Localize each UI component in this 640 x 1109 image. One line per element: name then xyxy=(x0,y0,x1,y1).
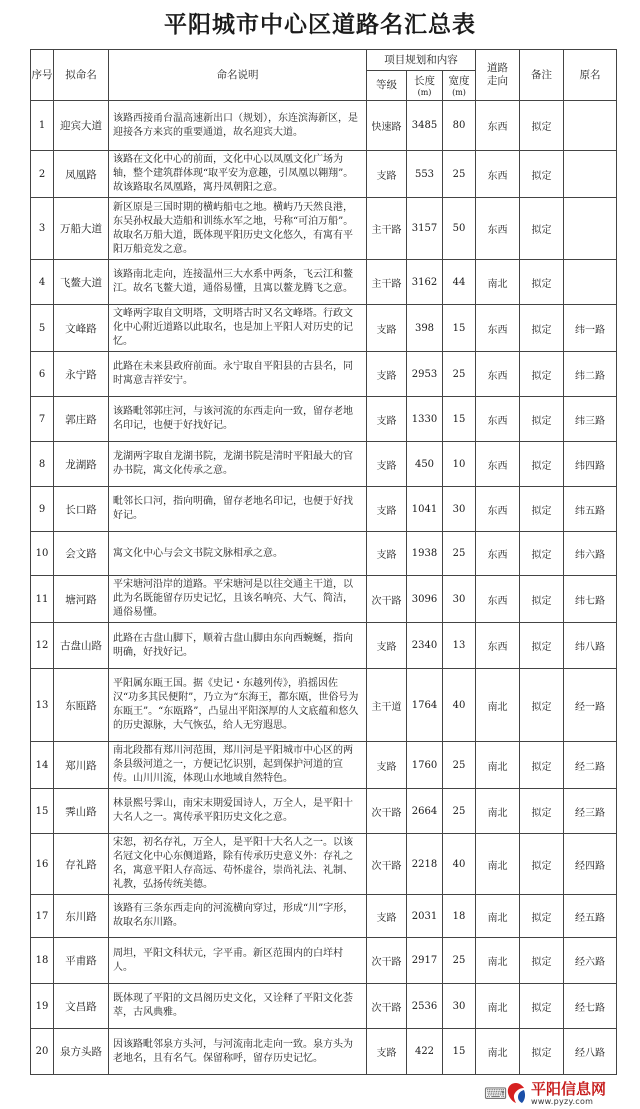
cell-proposed-name: 平甫路 xyxy=(54,938,109,984)
cell-description: 毗邻长口河，指向明确，留存老地名印记，也便于好找好记。 xyxy=(109,487,367,532)
cell-description: 该路西接甬台温高速新出口（规划），东连滨海新区，是迎接各方来宾的重要通道，故名迎宾大道。 xyxy=(109,101,367,151)
cell-direction: 东西 xyxy=(476,151,520,198)
cell-direction: 东西 xyxy=(476,576,520,623)
cell-original-name: 经六路 xyxy=(564,938,617,984)
header-width-unit: (m) xyxy=(452,87,466,97)
cell-length: 398 xyxy=(407,305,443,352)
cell-index: 5 xyxy=(31,305,54,352)
cell-description: 该路在文化中心的前面，文化中心以凤凰文化广场为轴，整个建筑群体现“取平安为意趣，引凤凰以翱翔”。故该路取名凤凰路，寓丹凤朝阳之意。 xyxy=(109,151,367,198)
cell-length: 2340 xyxy=(407,623,443,669)
cell-original-name xyxy=(564,101,617,151)
cell-description: 寓文化中心与会文书院文脉相承之意。 xyxy=(109,532,367,576)
cell-grade: 次干路 xyxy=(367,984,407,1029)
table-row xyxy=(31,305,617,352)
cell-grade: 支路 xyxy=(367,487,407,532)
cell-remark: 拟定 xyxy=(520,984,564,1029)
cell-proposed-name: 长口路 xyxy=(54,487,109,532)
cell-remark: 拟定 xyxy=(520,895,564,938)
cell-original-name: 纬八路 xyxy=(564,623,617,669)
cell-proposed-name: 东瓯路 xyxy=(54,669,109,742)
header-length-unit: (m) xyxy=(417,87,432,97)
cell-original-name xyxy=(564,260,617,305)
header-width-cell xyxy=(443,71,476,101)
cell-description: 此路在未来县政府前面。永宁取自平阳县的古县名，同时寓意吉祥安宁。 xyxy=(109,352,367,397)
cell-description: 南北段都有郑川河范围，郑川河是平阳城市中心区的两条县级河道之一，方便记忆识别，起到保护河道的宣传。山川川流，体现山水地域自然特色。 xyxy=(109,742,367,789)
cell-length: 422 xyxy=(407,1029,443,1075)
cell-grade: 次干路 xyxy=(367,938,407,984)
cell-length: 2664 xyxy=(407,789,443,834)
cell-direction: 南北 xyxy=(476,742,520,789)
cell-grade: 快速路 xyxy=(367,101,407,151)
cell-direction: 南北 xyxy=(476,789,520,834)
cell-proposed-name: 郑川路 xyxy=(54,742,109,789)
cell-remark: 拟定 xyxy=(520,742,564,789)
cell-remark: 拟定 xyxy=(520,789,564,834)
cell-index: 4 xyxy=(31,260,54,305)
header-original-name: 原名 xyxy=(564,50,617,101)
watermark xyxy=(484,1080,634,1106)
cell-description: 林景熙号霁山，南宋末期爱国诗人，万全人，是平阳十大名人之一。寓传承平阳历史文化之意。 xyxy=(109,789,367,834)
cell-proposed-name: 泉方头路 xyxy=(54,1029,109,1075)
cell-original-name: 经一路 xyxy=(564,669,617,742)
cell-original-name: 纬一路 xyxy=(564,305,617,352)
cell-length: 2953 xyxy=(407,352,443,397)
cell-index: 8 xyxy=(31,442,54,487)
header-length-cell xyxy=(407,71,443,101)
cell-index: 12 xyxy=(31,623,54,669)
cell-original-name: 纬六路 xyxy=(564,532,617,576)
cell-grade: 支路 xyxy=(367,895,407,938)
table-row xyxy=(31,101,617,151)
cell-grade: 支路 xyxy=(367,305,407,352)
cell-proposed-name: 迎宾大道 xyxy=(54,101,109,151)
cell-grade: 支路 xyxy=(367,397,407,442)
cell-length: 3096 xyxy=(407,576,443,623)
watermark-name: 平阳信息网 xyxy=(531,1079,607,1098)
road-name-table xyxy=(30,49,617,1075)
cell-remark: 拟定 xyxy=(520,198,564,260)
cell-original-name: 纬四路 xyxy=(564,442,617,487)
cell-length: 1330 xyxy=(407,397,443,442)
cell-width: 15 xyxy=(443,1029,476,1075)
cell-proposed-name: 塘河路 xyxy=(54,576,109,623)
cell-width: 30 xyxy=(443,576,476,623)
cell-remark: 拟定 xyxy=(520,352,564,397)
table-row xyxy=(31,352,617,397)
table-row xyxy=(31,260,617,305)
cell-description: 宋恕，初名存礼，万全人，是平阳十大名人之一。以该名冠文化中心东侧道路，除有传承历史意义外：存礼之名，寓意平阳人存高远、苟怀虚谷，崇尚礼法、礼制、礼教，弘扬传统美德。 xyxy=(109,834,367,895)
cell-index: 19 xyxy=(31,984,54,1029)
cell-remark: 拟定 xyxy=(520,101,564,151)
cell-width: 25 xyxy=(443,352,476,397)
cell-remark: 拟定 xyxy=(520,1029,564,1075)
header-index: 序号 xyxy=(31,50,54,101)
cell-length: 2917 xyxy=(407,938,443,984)
cell-width: 18 xyxy=(443,895,476,938)
table-row xyxy=(31,532,617,576)
header-width: 宽度 xyxy=(448,74,470,87)
cell-index: 6 xyxy=(31,352,54,397)
cell-length: 2031 xyxy=(407,895,443,938)
cell-direction: 南北 xyxy=(476,669,520,742)
cell-description: 平阳属东瓯王国。据《史记・东越列传》，驺摇因佐汉“功多其民便附”，乃立为“东海王，都东瓯，世俗号为东瓯王”。“东瓯路”，凸显出平阳深厚的人文底蕴和悠久的历史源脉，大气恢弘，给人无穷遐思。 xyxy=(109,669,367,742)
cell-direction: 东西 xyxy=(476,305,520,352)
cell-width: 13 xyxy=(443,623,476,669)
cell-length: 3485 xyxy=(407,101,443,151)
table-row xyxy=(31,984,617,1029)
cell-grade: 支路 xyxy=(367,352,407,397)
cell-description: 该路有三条东西走向的河流横向穿过，形成“川”字形，故取名东川路。 xyxy=(109,895,367,938)
cell-grade: 主干路 xyxy=(367,198,407,260)
cell-remark: 拟定 xyxy=(520,576,564,623)
cell-original-name: 经四路 xyxy=(564,834,617,895)
header-description: 命名说明 xyxy=(109,50,367,101)
table-row xyxy=(31,623,617,669)
cell-length: 3157 xyxy=(407,198,443,260)
cell-direction: 南北 xyxy=(476,834,520,895)
table-row xyxy=(31,789,617,834)
cell-width: 25 xyxy=(443,742,476,789)
cell-remark: 拟定 xyxy=(520,151,564,198)
cell-description: 龙湖两字取自龙湖书院，龙湖书院是清时平阳最大的官办书院，寓文化传承之意。 xyxy=(109,442,367,487)
cell-length: 1760 xyxy=(407,742,443,789)
cell-index: 7 xyxy=(31,397,54,442)
cell-proposed-name: 永宁路 xyxy=(54,352,109,397)
header-project-group: 项目规划和内容 xyxy=(367,50,476,71)
cell-width: 25 xyxy=(443,532,476,576)
cell-direction: 南北 xyxy=(476,984,520,1029)
cell-direction: 南北 xyxy=(476,260,520,305)
table-row xyxy=(31,576,617,623)
cell-width: 15 xyxy=(443,397,476,442)
header-proposed-name: 拟命名 xyxy=(54,50,109,101)
cell-grade: 支路 xyxy=(367,1029,407,1075)
cell-index: 13 xyxy=(31,669,54,742)
cell-remark: 拟定 xyxy=(520,623,564,669)
cell-width: 10 xyxy=(443,442,476,487)
cell-original-name: 纬七路 xyxy=(564,576,617,623)
cell-proposed-name: 存礼路 xyxy=(54,834,109,895)
cell-grade: 支路 xyxy=(367,151,407,198)
cell-description: 平宋塘河沿岸的道路。平宋塘河是以往交通主干道，以此为名既能留存历史记忆，且该名响亮、大气、简洁，通俗易懂。 xyxy=(109,576,367,623)
cell-length: 450 xyxy=(407,442,443,487)
table-row xyxy=(31,1029,617,1075)
cell-remark: 拟定 xyxy=(520,532,564,576)
cell-grade: 次干路 xyxy=(367,576,407,623)
cell-index: 9 xyxy=(31,487,54,532)
cell-width: 80 xyxy=(443,101,476,151)
cell-width: 40 xyxy=(443,834,476,895)
header-grade: 等级 xyxy=(367,71,407,101)
header-direction: 道路走向 xyxy=(476,50,520,101)
cell-proposed-name: 东川路 xyxy=(54,895,109,938)
cell-original-name: 经三路 xyxy=(564,789,617,834)
table-row xyxy=(31,487,617,532)
cell-proposed-name: 凤凰路 xyxy=(54,151,109,198)
cell-width: 30 xyxy=(443,487,476,532)
cell-grade: 支路 xyxy=(367,532,407,576)
table-row xyxy=(31,895,617,938)
cell-index: 20 xyxy=(31,1029,54,1075)
cell-original-name xyxy=(564,151,617,198)
header-row-1 xyxy=(31,50,617,71)
cell-index: 1 xyxy=(31,101,54,151)
cell-index: 11 xyxy=(31,576,54,623)
cell-remark: 拟定 xyxy=(520,938,564,984)
cell-grade: 次干路 xyxy=(367,789,407,834)
cell-remark: 拟定 xyxy=(520,442,564,487)
cell-index: 14 xyxy=(31,742,54,789)
table-row xyxy=(31,834,617,895)
cell-remark: 拟定 xyxy=(520,260,564,305)
cell-description: 因该路毗邻泉方头河，与河流南北走向一致。泉方头为老地名，且有名气。保留称呼，留存历史记忆。 xyxy=(109,1029,367,1075)
cell-proposed-name: 文峰路 xyxy=(54,305,109,352)
table-row xyxy=(31,151,617,198)
cell-remark: 拟定 xyxy=(520,834,564,895)
cell-proposed-name: 飞鳌大道 xyxy=(54,260,109,305)
cell-proposed-name: 郭庄路 xyxy=(54,397,109,442)
page-title: 平阳城市中心区道路名汇总表 xyxy=(164,12,476,38)
cell-proposed-name: 霁山路 xyxy=(54,789,109,834)
cell-width: 44 xyxy=(443,260,476,305)
cell-length: 553 xyxy=(407,151,443,198)
cell-grade: 支路 xyxy=(367,742,407,789)
cell-direction: 南北 xyxy=(476,895,520,938)
cell-grade: 支路 xyxy=(367,623,407,669)
cell-direction: 东西 xyxy=(476,352,520,397)
cell-width: 50 xyxy=(443,198,476,260)
cell-direction: 东西 xyxy=(476,397,520,442)
cell-width: 30 xyxy=(443,984,476,1029)
cell-original-name: 经七路 xyxy=(564,984,617,1029)
cell-length: 1938 xyxy=(407,532,443,576)
table-row xyxy=(31,442,617,487)
logo-icon xyxy=(504,1081,528,1105)
header-length: 长度 xyxy=(414,74,435,87)
cell-direction: 东西 xyxy=(476,623,520,669)
cell-length: 1764 xyxy=(407,669,443,742)
cell-direction: 东西 xyxy=(476,487,520,532)
cell-width: 40 xyxy=(443,669,476,742)
table-row xyxy=(31,669,617,742)
cell-proposed-name: 万船大道 xyxy=(54,198,109,260)
cell-index: 16 xyxy=(31,834,54,895)
cell-index: 2 xyxy=(31,151,54,198)
cell-original-name: 纬三路 xyxy=(564,397,617,442)
cell-width: 25 xyxy=(443,938,476,984)
watermark-url: www.pyzy.com xyxy=(531,1096,594,1106)
cell-grade: 主干路 xyxy=(367,260,407,305)
cell-description: 既体现了平阳的文昌阁历史文化，又诠释了平阳文化荟萃，古风典雅。 xyxy=(109,984,367,1029)
table-row xyxy=(31,198,617,260)
header-remark: 备注 xyxy=(520,50,564,101)
cell-original-name: 经二路 xyxy=(564,742,617,789)
table-body xyxy=(31,101,617,1075)
cell-direction: 东西 xyxy=(476,101,520,151)
cell-grade: 支路 xyxy=(367,442,407,487)
cell-remark: 拟定 xyxy=(520,305,564,352)
cell-grade: 次干路 xyxy=(367,834,407,895)
cell-proposed-name: 古盘山路 xyxy=(54,623,109,669)
table-row xyxy=(31,397,617,442)
cell-grade: 主干道 xyxy=(367,669,407,742)
cell-description: 周坦，平阳文科状元，字平甫。新区范围内的白垟村人。 xyxy=(109,938,367,984)
cell-description: 此路在古盘山脚下，顺着古盘山脚由东向西蜿蜒，指向明确，好找好记。 xyxy=(109,623,367,669)
cell-width: 15 xyxy=(443,305,476,352)
cell-width: 25 xyxy=(443,789,476,834)
wechat-icon: ⌨ xyxy=(484,1083,508,1103)
cell-direction: 南北 xyxy=(476,1029,520,1075)
cell-original-name xyxy=(564,198,617,260)
cell-direction: 东西 xyxy=(476,442,520,487)
cell-original-name: 经八路 xyxy=(564,1029,617,1075)
cell-direction: 南北 xyxy=(476,938,520,984)
cell-description: 该路毗邻郭庄河，与该河流的东西走向一致，留存老地名印记，也便于好找好记。 xyxy=(109,397,367,442)
cell-description: 新区原是三国时期的横屿船屯之地。横屿乃天然良港，东吴孙权最大造船和训练水军之地，号称“可泊万船”。故取名万船大道，既体现平阳历史文化悠久，有寓有平阳万船竞发之意。 xyxy=(109,198,367,260)
cell-width: 25 xyxy=(443,151,476,198)
cell-length: 2536 xyxy=(407,984,443,1029)
cell-original-name: 纬五路 xyxy=(564,487,617,532)
cell-original-name: 经五路 xyxy=(564,895,617,938)
table-row xyxy=(31,938,617,984)
cell-index: 17 xyxy=(31,895,54,938)
cell-length: 2218 xyxy=(407,834,443,895)
cell-remark: 拟定 xyxy=(520,487,564,532)
cell-description: 文峰两字取自文明塔，文明塔古时又名文峰塔。行政文化中心附近道路以此取名，也是加上平阳人对历史的记忆。 xyxy=(109,305,367,352)
cell-proposed-name: 文昌路 xyxy=(54,984,109,1029)
cell-proposed-name: 会文路 xyxy=(54,532,109,576)
cell-original-name: 纬二路 xyxy=(564,352,617,397)
cell-index: 3 xyxy=(31,198,54,260)
cell-length: 3162 xyxy=(407,260,443,305)
cell-index: 10 xyxy=(31,532,54,576)
cell-index: 15 xyxy=(31,789,54,834)
cell-remark: 拟定 xyxy=(520,669,564,742)
table-row xyxy=(31,742,617,789)
cell-length: 1041 xyxy=(407,487,443,532)
cell-proposed-name: 龙湖路 xyxy=(54,442,109,487)
cell-index: 18 xyxy=(31,938,54,984)
cell-direction: 东西 xyxy=(476,532,520,576)
cell-description: 该路南北走向，连接温州三大水系中两条，飞云江和鳌江。故名飞鳌大道，通俗易懂，且寓以鳌龙腾飞之意。 xyxy=(109,260,367,305)
cell-direction: 东西 xyxy=(476,198,520,260)
cell-remark: 拟定 xyxy=(520,397,564,442)
